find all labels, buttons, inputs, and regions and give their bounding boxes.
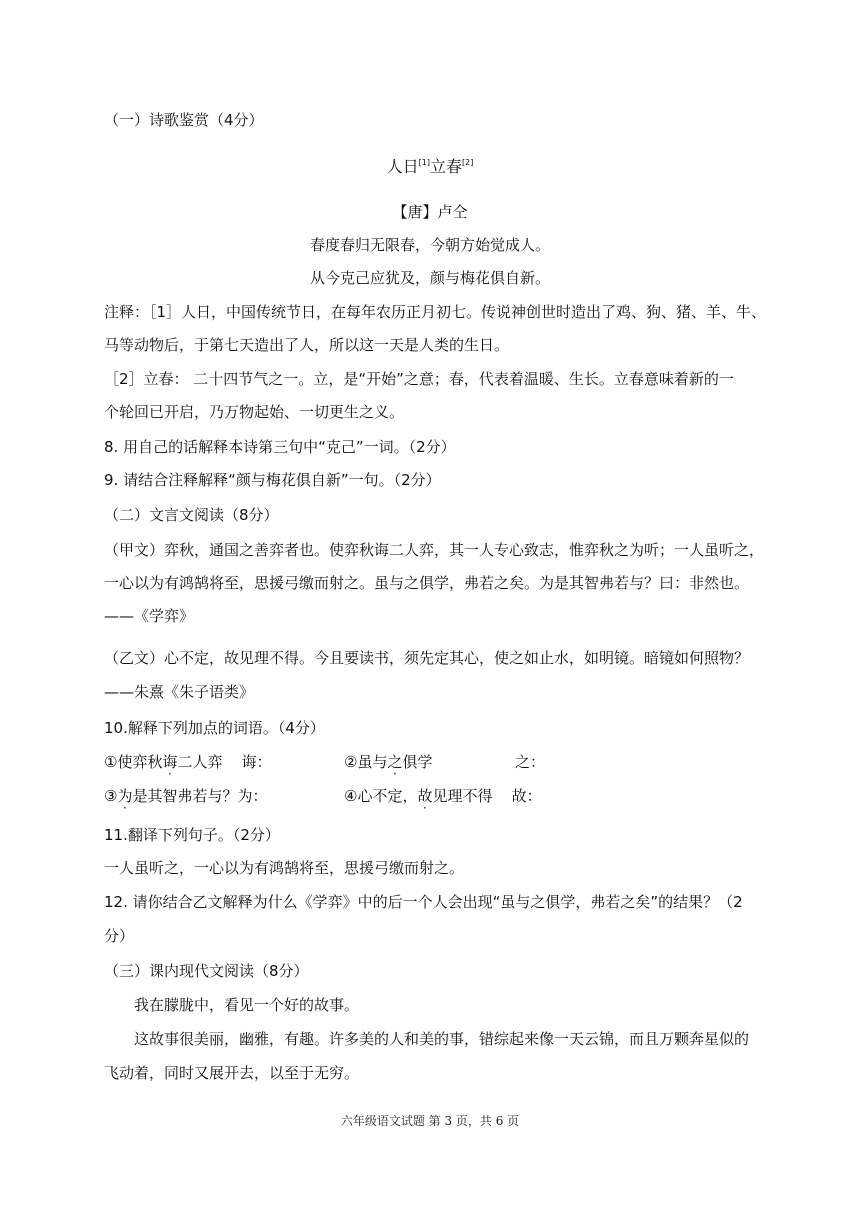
q10-item1: ①使弈秋诲二人弈 诲： (104, 753, 272, 771)
passage-yi-line1: （乙文）心不定，故见理不得。今且要读书，须先定其心，使之如止水，如明镜。暗镜如何照物？ (104, 649, 750, 667)
poem-title-part2: 立春 (430, 157, 463, 176)
poem-verse-1: 春度春归无限春，今朝方始觉成人。 (309, 236, 550, 254)
question-10: 10.解释下列加点的词语。（4分） (104, 719, 325, 737)
note2-line1: ［2］立春： 二十四节气之一。立，是“开始”之意；春，代表着温暖、生长。立春意味着新的一 (104, 370, 734, 388)
section3-heading: （三）课内现代文阅读（8分） (104, 962, 309, 980)
question-11-sentence: 一人虽听之，一心以为有鸿鹄将至，思援弓缴而射之。 (104, 859, 465, 877)
q10-item2-label: 之： (515, 753, 546, 771)
q10-item3: ③为是其智弗若与？为： (104, 787, 268, 805)
poem-title (0, 153, 860, 177)
poem-verse-2: 从今克己应犹及，颜与梅花俱自新。 (309, 269, 550, 287)
page-footer: 六年级语文试题 第 3 页，共 6 页 (340, 1114, 520, 1128)
question-8: 8. 用自己的话解释本诗第三句中“克己”一词。（2分） (104, 438, 456, 456)
q10-item2: ②虽与之俱学 (344, 753, 433, 771)
modern-text-para2-line2: 飞动着，同时又展开去，以至于无穷。 (104, 1064, 360, 1082)
section2-heading: （二）文言文阅读（8分） (104, 506, 279, 524)
poem-title-part1: 人日 (386, 157, 419, 176)
question-12-line1: 12. 请你结合乙文解释为什么《学弈》中的后一个人会出现“虽与之俱学，弗若之矣”的结果？（2 (104, 893, 743, 911)
section1-heading: （一）诗歌鉴赏（4分） (104, 111, 264, 129)
footnote-ref-2: [2] (462, 158, 474, 167)
passage-jia-line1: （甲文）弈秋，通国之善弈者也。使弈秋诲二人弈，其一人专心致志，惟弈秋之为听；一人虽听之， (104, 541, 765, 559)
question-11: 11.翻译下列句子。（2分） (104, 826, 280, 844)
passage-jia-line2: 一心以为有鸿鹄将至，思援弓缴而射之。虽与之俱学，弗若之矣。为是其智弗若与？曰：非然也。 (104, 574, 750, 592)
modern-text-para1: 我在朦胧中，看见一个好的故事。 (134, 996, 360, 1014)
dotted-char: 诲 (162, 753, 178, 771)
passage-jia-source: ——《学弈》 (104, 607, 195, 625)
modern-text-para2-line1: 这故事很美丽，幽雅，有趣。许多美的人和美的事，错综起来像一天云锦，而且万颗奔星似的 (134, 1030, 750, 1048)
note2-line2: 个轮回已开启，乃万物起始、一切更生之义。 (104, 403, 405, 421)
dotted-char: 故 (417, 787, 433, 805)
question-9: 9. 请结合注释解释“颜与梅花俱自新”一句。（2分） (104, 471, 441, 489)
q10-item1-label: 诲： (241, 753, 272, 771)
note1-line2: 马等动物后，于第七天造出了人，所以这一天是人类的生日。 (104, 336, 510, 354)
footnote-ref-1: [1] (418, 158, 430, 167)
dotted-char: 为 (117, 787, 133, 805)
q10-item4: ④心不定，故见理不得 故： (344, 787, 542, 805)
poem-author: 【唐】卢仝 (392, 203, 468, 221)
note1-line1: 注释：［1］人日，中国传统节日，在每年农历正月初七。传说神创世时造出了鸡、狗、猪、羊、牛、 (104, 303, 767, 321)
dotted-char: 之 (387, 753, 403, 771)
q10-item3-label: 为： (237, 787, 268, 805)
passage-yi-source: ——朱熹《朱子语类》 (104, 683, 255, 701)
q10-item4-label: 故： (511, 787, 542, 805)
question-12-line2: 分） (104, 927, 135, 945)
